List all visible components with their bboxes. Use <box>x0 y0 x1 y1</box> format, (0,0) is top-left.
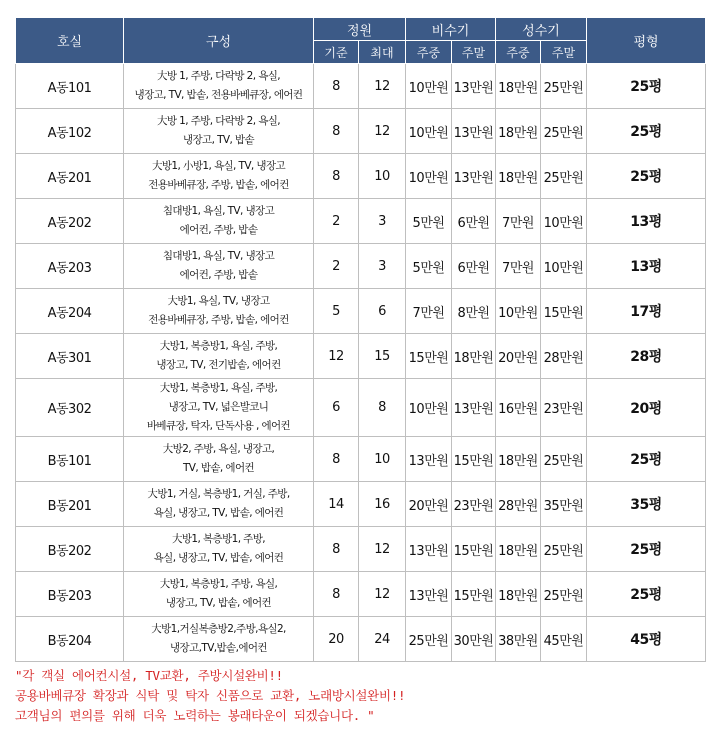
peak-weekday-price: 7만원 <box>496 244 541 289</box>
header-capacity: 정원 <box>314 18 406 41</box>
peak-weekend-price: 45만원 <box>541 617 587 662</box>
capacity-base-cell: 8 <box>314 64 359 109</box>
table-body <box>16 64 706 662</box>
capacity-base-cell: 2 <box>314 244 359 289</box>
header-off-season: 비수기 <box>406 18 496 41</box>
header-off-weekend: 주말 <box>452 41 496 64</box>
composition-cell <box>124 617 314 662</box>
capacity-max-cell: 6 <box>359 289 406 334</box>
capacity-base-cell: 8 <box>314 154 359 199</box>
capacity-base-cell: 14 <box>314 482 359 527</box>
header-composition: 구성 <box>124 18 314 64</box>
peak-weekday-price: 20만원 <box>496 334 541 379</box>
off-weekend-price: 6만원 <box>452 244 496 289</box>
peak-weekend-price: 25만원 <box>541 437 587 482</box>
composition-line: 에어컨, 주방, 밥솥 <box>179 269 258 281</box>
peak-weekday-price: 18만원 <box>496 572 541 617</box>
room-cell: A동204 <box>16 289 124 334</box>
composition-line: 침대방1, 욕실, TV, 냉장고 <box>162 250 275 262</box>
peak-weekend-price: 25만원 <box>541 154 587 199</box>
table-row <box>16 379 706 437</box>
composition-line: 바베큐장, 탁자, 단독사용 , 에어컨 <box>146 420 291 432</box>
off-weekday-price: 20만원 <box>406 482 452 527</box>
capacity-base-cell: 5 <box>314 289 359 334</box>
capacity-max-cell: 12 <box>359 572 406 617</box>
peak-weekday-price: 18만원 <box>496 109 541 154</box>
room-cell: B동203 <box>16 572 124 617</box>
room-cell: B동201 <box>16 482 124 527</box>
peak-weekday-price: 7만원 <box>496 199 541 244</box>
size-cell: 13평 <box>587 244 706 289</box>
size-cell: 28평 <box>587 334 706 379</box>
off-weekday-price: 15만원 <box>406 334 452 379</box>
room-cell: A동301 <box>16 334 124 379</box>
composition-cell <box>124 334 314 379</box>
capacity-max-cell: 3 <box>359 199 406 244</box>
capacity-max-cell: 16 <box>359 482 406 527</box>
table-row <box>16 244 706 289</box>
capacity-base-cell: 8 <box>314 437 359 482</box>
composition-line: 냉장고, TV, 밥솥, 에어컨 <box>165 597 272 609</box>
off-weekend-price: 15만원 <box>452 437 496 482</box>
composition-line: 大방1, 욕실, TV, 냉장고 <box>167 295 270 307</box>
size-cell: 25평 <box>587 572 706 617</box>
composition-line: 냉장고,TV,밥솥,에어컨 <box>170 642 267 654</box>
room-cell: A동302 <box>16 379 124 437</box>
peak-weekday-price: 18만원 <box>496 437 541 482</box>
notice-line: "각 객실 에어컨시설, TV교환, 주방시설완비!! <box>15 668 283 683</box>
peak-weekday-price: 18만원 <box>496 154 541 199</box>
notice-text <box>15 666 705 726</box>
notice-line: 고객님의 편의를 위해 더욱 노력하는 봉래타운이 되겠습니다. " <box>15 708 375 723</box>
off-weekday-price: 5만원 <box>406 199 452 244</box>
composition-line: 大방1, 小방1, 욕실, TV, 냉장고 <box>151 160 286 172</box>
peak-weekday-price: 18만원 <box>496 527 541 572</box>
capacity-base-cell: 8 <box>314 572 359 617</box>
peak-weekend-price: 25만원 <box>541 109 587 154</box>
size-cell: 25평 <box>587 154 706 199</box>
composition-line: 욕실, 냉장고, TV, 밥솥, 에어컨 <box>153 507 284 519</box>
composition-cell <box>124 109 314 154</box>
room-rates-table <box>15 17 706 662</box>
capacity-max-cell: 12 <box>359 109 406 154</box>
off-weekend-price: 13만원 <box>452 154 496 199</box>
composition-line: 침대방1, 욕실, TV, 냉장고 <box>162 205 275 217</box>
peak-weekday-price: 18만원 <box>496 64 541 109</box>
room-cell: A동101 <box>16 64 124 109</box>
off-weekday-price: 10만원 <box>406 109 452 154</box>
off-weekday-price: 13만원 <box>406 527 452 572</box>
composition-cell <box>124 482 314 527</box>
table-row <box>16 154 706 199</box>
capacity-max-cell: 12 <box>359 527 406 572</box>
composition-line: 에어컨, 주방, 밥솥 <box>179 224 258 236</box>
header-peak-season: 성수기 <box>496 18 587 41</box>
off-weekday-price: 10만원 <box>406 379 452 437</box>
capacity-base-cell: 8 <box>314 109 359 154</box>
notice-line: 공용바베큐장 확장과 식탁 및 탁자 신품으로 교환, 노래방시설완비!! <box>15 688 406 703</box>
off-weekday-price: 10만원 <box>406 64 452 109</box>
size-cell: 20평 <box>587 379 706 437</box>
room-cell: B동202 <box>16 527 124 572</box>
peak-weekend-price: 35만원 <box>541 482 587 527</box>
peak-weekday-price: 38만원 <box>496 617 541 662</box>
composition-cell <box>124 199 314 244</box>
capacity-max-cell: 12 <box>359 64 406 109</box>
off-weekend-price: 15만원 <box>452 527 496 572</box>
table-row <box>16 64 706 109</box>
composition-line: 大방 1, 주방, 다락방 2, 욕실, <box>156 70 281 82</box>
capacity-max-cell: 8 <box>359 379 406 437</box>
composition-line: 大방2, 주방, 욕실, 냉장고, <box>162 443 275 455</box>
table-row <box>16 572 706 617</box>
off-weekend-price: 13만원 <box>452 64 496 109</box>
composition-line: 大방1, 복층방1, 주방, <box>171 533 265 545</box>
size-cell: 17평 <box>587 289 706 334</box>
peak-weekend-price: 25만원 <box>541 527 587 572</box>
header-peak-weekend: 주말 <box>541 41 587 64</box>
room-cell: A동201 <box>16 154 124 199</box>
off-weekday-price: 13만원 <box>406 572 452 617</box>
peak-weekend-price: 28만원 <box>541 334 587 379</box>
peak-weekend-price: 15만원 <box>541 289 587 334</box>
composition-line: 냉장고, TV, 밥솥, 전용바베큐장, 에어컨 <box>134 89 303 101</box>
off-weekday-price: 10만원 <box>406 154 452 199</box>
table-row <box>16 199 706 244</box>
composition-cell <box>124 527 314 572</box>
table-row <box>16 437 706 482</box>
capacity-max-cell: 15 <box>359 334 406 379</box>
composition-cell <box>124 289 314 334</box>
capacity-base-cell: 6 <box>314 379 359 437</box>
peak-weekday-price: 28만원 <box>496 482 541 527</box>
off-weekend-price: 18만원 <box>452 334 496 379</box>
capacity-base-cell: 12 <box>314 334 359 379</box>
off-weekend-price: 30만원 <box>452 617 496 662</box>
size-cell: 25평 <box>587 64 706 109</box>
room-cell: A동202 <box>16 199 124 244</box>
table-row <box>16 334 706 379</box>
peak-weekend-price: 23만원 <box>541 379 587 437</box>
off-weekday-price: 5만원 <box>406 244 452 289</box>
composition-line: 냉장고, TV, 넓은발코니 <box>168 401 269 413</box>
size-cell: 25평 <box>587 109 706 154</box>
off-weekend-price: 6만원 <box>452 199 496 244</box>
size-cell: 13평 <box>587 199 706 244</box>
table-row <box>16 109 706 154</box>
composition-line: 大방1, 복층방1, 욕실, 주방, <box>159 382 278 394</box>
composition-cell <box>124 244 314 289</box>
table-row <box>16 617 706 662</box>
room-cell: A동203 <box>16 244 124 289</box>
composition-cell <box>124 437 314 482</box>
composition-line: 욕실, 냉장고, TV, 밥솥, 에어컨 <box>153 552 284 564</box>
capacity-max-cell: 24 <box>359 617 406 662</box>
size-cell: 35평 <box>587 482 706 527</box>
peak-weekend-price: 10만원 <box>541 199 587 244</box>
composition-line: 전용바베큐장, 주방, 밥솥, 에어컨 <box>148 314 289 326</box>
composition-line: 냉장고, TV, 전기밥솥, 에어컨 <box>156 359 281 371</box>
peak-weekday-price: 16만원 <box>496 379 541 437</box>
header-size: 평형 <box>587 18 706 64</box>
composition-line: 大방1,거실복층방2,주방,욕실2, <box>151 623 286 635</box>
capacity-max-cell: 10 <box>359 154 406 199</box>
peak-weekend-price: 25만원 <box>541 64 587 109</box>
composition-line: 大방 1, 주방, 다락방 2, 욕실, <box>156 115 281 127</box>
composition-line: 냉장고, TV, 밥솥 <box>182 134 255 146</box>
off-weekday-price: 25만원 <box>406 617 452 662</box>
header-off-weekday: 주중 <box>406 41 452 64</box>
header-peak-weekday: 주중 <box>496 41 541 64</box>
off-weekend-price: 15만원 <box>452 572 496 617</box>
room-cell: B동101 <box>16 437 124 482</box>
peak-weekend-price: 10만원 <box>541 244 587 289</box>
peak-weekday-price: 10만원 <box>496 289 541 334</box>
composition-cell <box>124 64 314 109</box>
capacity-base-cell: 8 <box>314 527 359 572</box>
composition-line: 大방1, 복층방1, 주방, 욕실, <box>159 578 278 590</box>
capacity-base-cell: 20 <box>314 617 359 662</box>
peak-weekend-price: 25만원 <box>541 572 587 617</box>
off-weekday-price: 13만원 <box>406 437 452 482</box>
table-row <box>16 482 706 527</box>
off-weekday-price: 7만원 <box>406 289 452 334</box>
table-row <box>16 527 706 572</box>
off-weekend-price: 13만원 <box>452 379 496 437</box>
size-cell: 25평 <box>587 437 706 482</box>
room-cell: B동204 <box>16 617 124 662</box>
header-capacity-max: 최대 <box>359 41 406 64</box>
composition-cell <box>124 379 314 437</box>
size-cell: 45평 <box>587 617 706 662</box>
capacity-base-cell: 2 <box>314 199 359 244</box>
header-room: 호실 <box>16 18 124 64</box>
table-row <box>16 289 706 334</box>
capacity-max-cell: 10 <box>359 437 406 482</box>
off-weekend-price: 8만원 <box>452 289 496 334</box>
off-weekend-price: 13만원 <box>452 109 496 154</box>
size-cell: 25평 <box>587 527 706 572</box>
off-weekend-price: 23만원 <box>452 482 496 527</box>
room-cell: A동102 <box>16 109 124 154</box>
composition-line: TV, 밥솥, 에어컨 <box>182 462 255 474</box>
composition-line: 전용바베큐장, 주방, 밥솥, 에어컨 <box>148 179 289 191</box>
composition-line: 大방1, 거실, 복층방1, 거실, 주방, <box>147 488 290 500</box>
composition-cell <box>124 154 314 199</box>
composition-cell <box>124 572 314 617</box>
composition-line: 大방1, 복층방1, 욕실, 주방, <box>159 340 278 352</box>
capacity-max-cell: 3 <box>359 244 406 289</box>
header-capacity-base: 기준 <box>314 41 359 64</box>
